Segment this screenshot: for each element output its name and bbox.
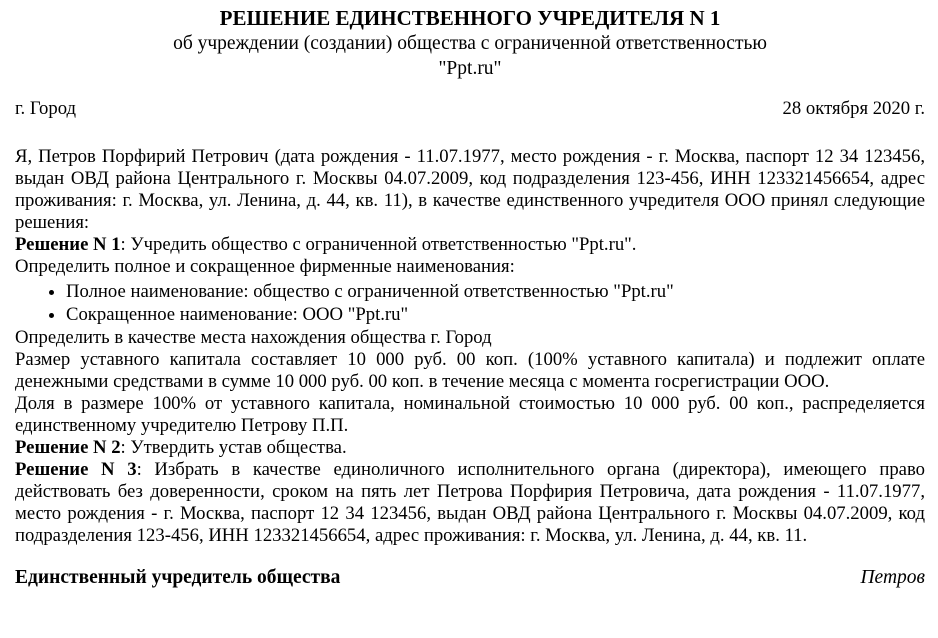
list-item: • Полное наименование: общество с ограниченной ответственностью "Ppt.ru": [66, 281, 925, 303]
company-name: "Ppt.ru": [438, 58, 502, 79]
signature-row: [15, 567, 925, 589]
company-location-line: Определить в качестве места нахождения общества г. Город: [15, 327, 492, 348]
decision-1-label: Решение N 1: [15, 234, 121, 255]
decision-2-paragraph: [15, 437, 925, 459]
decision-1-text: : Учредить общество с ограниченной ответственностью "Ppt.ru".: [120, 234, 637, 255]
place-of-signing: г. Город: [15, 98, 77, 119]
list-item: • Сокращенное наименование: ООО "Ppt.ru": [66, 304, 925, 326]
decision-3-label: Решение N 3: [15, 459, 137, 480]
share-distribution-paragraph: Доля в размере 100% от уставного капитала, номинальной стоимостью 10 000 руб. 00 коп., распределяется единственному учредителю Петрову П.П.: [15, 393, 925, 436]
document-subtitle: об учреждении (создании) общества с ограниченной ответственностью: [173, 33, 767, 54]
decision-3-paragraph: [15, 459, 925, 547]
document-title: РЕШЕНИЕ ЕДИНСТВЕННОГО УЧРЕДИТЕЛЯ N 1: [219, 6, 721, 30]
charter-capital-paragraph: Размер уставного капитала составляет 10 000 руб. 00 коп. (100% уставного капитала) и подлежит оплате денежными средствами в сумме 10 000 руб. 00 коп. в течение месяца с момента госрегистрации ООО.: [15, 349, 925, 392]
founder-intro-paragraph: Я, Петров Порфирий Петрович (дата рождения - 11.07.1977, место рождения - г. Москва, паспорт 12 34 123456, выдан ОВД района Центрального г. Москвы 04.07.2009, код подразделения 123-456, ИНН 123321456654, адрес проживания: г. Москва, ул. Ленина, д. 44, кв. 11), в качестве единственного учредителя ООО принял следующие решения:: [15, 146, 925, 233]
decision-2-label: Решение N 2: [15, 437, 121, 458]
decision-1-paragraph: [15, 234, 925, 256]
decision-3-text: : Избрать в качестве единоличного исполнительного органа (директора), имеющего право действовать без доверенности, сроком на пять лет Петрова Порфирия Петровича, дата рождения - 11.07.1977, место рождения - г. Москва, паспорт 12 34 123456, выдан ОВД района Центрального г. Москвы 04.07.2009, код подразделения 123-456, ИНН 123321456654, адрес проживания: г. Москва, ул. Ленина, д. 44, кв. 11.: [15, 459, 925, 546]
document-date: 28 октября 2020 г.: [782, 98, 925, 119]
firm-names-heading: Определить полное и сокращенное фирменные наименования:: [15, 256, 515, 277]
firm-names-list: [15, 281, 925, 326]
signature-name: Петров: [860, 567, 925, 588]
place-date-row: [15, 98, 925, 120]
decision-2-text: : Утвердить устав общества.: [120, 437, 347, 458]
signature-label: Единственный учредитель общества: [15, 567, 341, 588]
